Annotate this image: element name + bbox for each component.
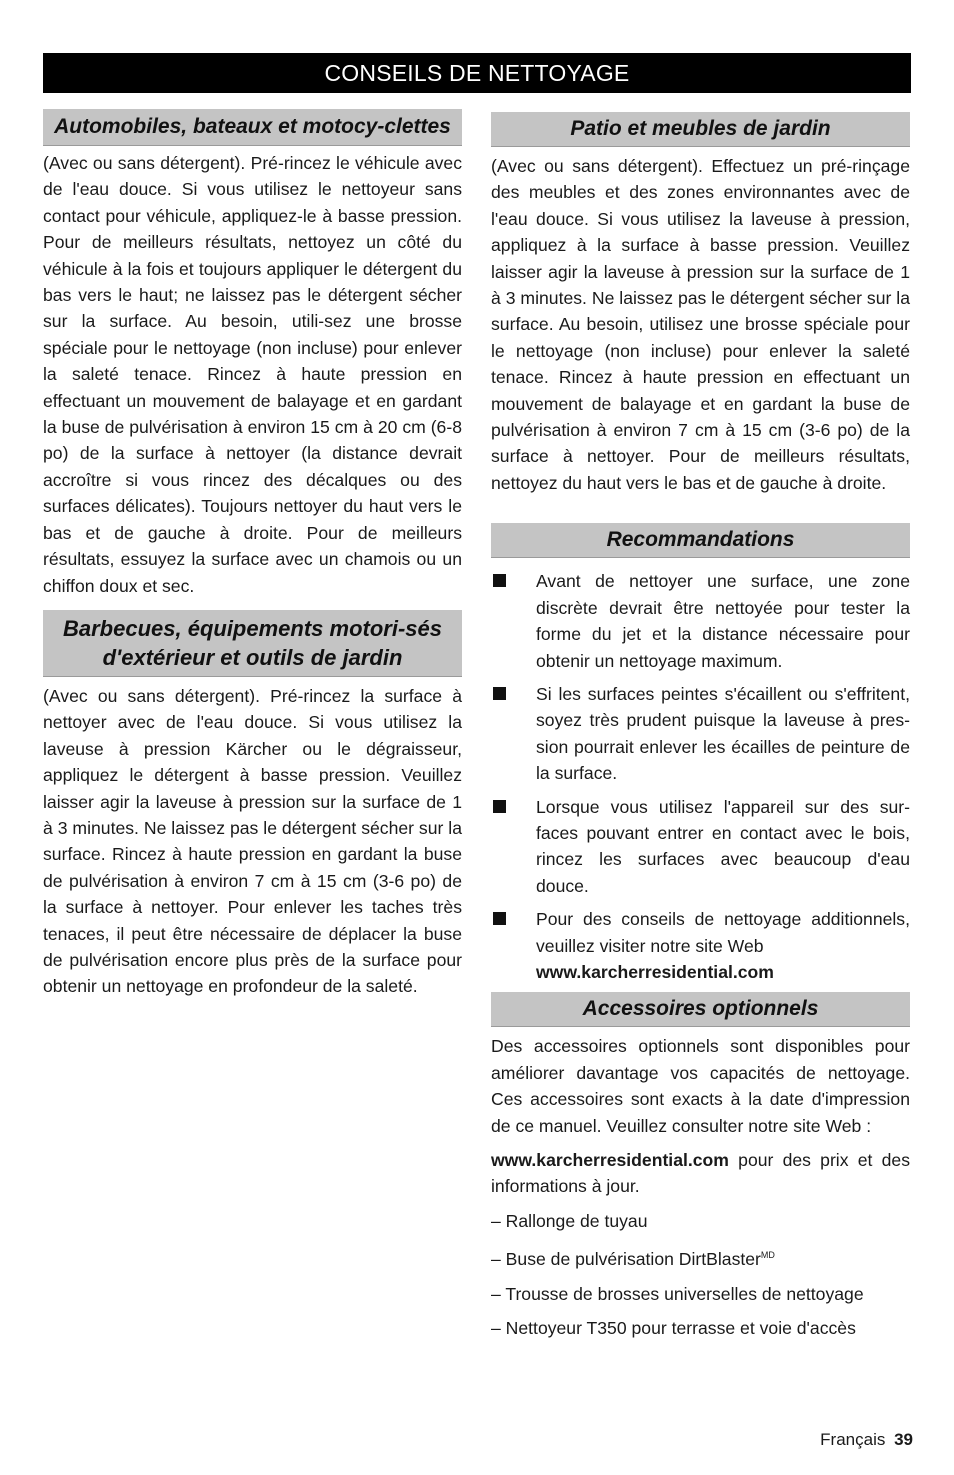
section-body-barbecues: (Avec ou sans détergent). Pré-rincez la surface à nettoyer avec de l'eau douce. Si vous utilisez la laveuse à pression Kärcher ou le dégraisseur, appliquez le détergent à basse pression. Veuillez laisser agir la laveuse à pression sur la surface de 1 à 3 minutes. Ne laissez pas le détergent sécher sur la surface. Rincez à haute pression en gardant la buse de pulvérisation à environ 7 cm à 15 cm (3-6 po) de la surface à nettoyer. Pour enlever les taches très tenaces, il peut être nécessaire de déplacer la buse de pulvérisation encore plus près de la surface pour obtenir un nettoyage en profondeur de la saleté.	[43, 685, 462, 997]
list-item: Lorsque vous utilisez l'appareil sur des sur-faces pouvant entrer en contact avec le bois, rincez les surfaces avec beaucoup d'eau douce.	[491, 794, 910, 900]
section-body-patio: (Avec ou sans détergent). Effectuez un pré-rinçage des meubles et des zones environnantes avec de l'eau douce. Si vous utilisez la laveuse à pression, appliquez à la surface à basse pression. Veuillez laisser agir la laveuse à pression sur la surface de 1 à 3 minutes. Ne laissez pas le détergent sécher sur la surface. Au besoin, utilisez une brosse spéciale pour le nettoyage (non incluse) pour enlever la saleté tenace. Rincez à haute pression en effectuant un mouvement de balayage et en gardant la buse de pulvérisation à environ 7 cm à 15 cm (3-6 po) de la surface à nettoyer. Pour de meilleurs résultats, nettoyez du haut vers le bas et de gauche à droite.	[491, 156, 910, 493]
left-column	[43, 109, 462, 1000]
footer-language: Français	[820, 1430, 886, 1449]
accessories-website-line: www.karcherresidential.com pour des prix et des informations à jour.	[491, 1150, 910, 1197]
section-heading-barbecues: Barbecues, équipements motori-sés d'extérieur et outils de jardin	[43, 610, 462, 677]
page-title: CONSEILS DE NETTOYAGE	[43, 53, 911, 93]
page-number: 39	[894, 1430, 913, 1449]
page-footer	[820, 1430, 913, 1450]
website-link[interactable]: www.karcherresidential.com	[491, 1150, 729, 1170]
list-item: Pour des conseils de nettoyage additionnels, veuillez visiter notre site Web www.karcherresidential.com	[491, 906, 910, 985]
section-heading-accessoires: Accessoires optionnels	[491, 992, 910, 1027]
square-bullet-icon	[493, 800, 506, 813]
right-column	[491, 112, 910, 1341]
recommendations-list	[491, 568, 910, 985]
square-bullet-icon	[493, 687, 506, 700]
square-bullet-icon	[493, 574, 506, 587]
accessory-item: – Buse de pulvérisation DirtBlaster$^{MD}$	[491, 1249, 775, 1270]
square-bullet-icon	[493, 912, 506, 925]
section-heading-patio: Patio et meubles de jardin	[491, 112, 910, 147]
accessories-intro: Des accessoires optionnels sont disponibles pour améliorer davantage vos capacités de nettoyage. Ces accessoires sont exacts à la date d'impression de ce manuel. Veuillez consulter notre site Web :	[491, 1036, 910, 1136]
accessory-item: – Rallonge de tuyau	[491, 1210, 648, 1231]
accessory-item: – Trousse de brosses universelles de nettoyage	[491, 1283, 864, 1304]
section-heading-recommandations: Recommandations	[491, 523, 910, 558]
website-link[interactable]: www.karcherresidential.com	[536, 961, 774, 982]
accessory-item: – Nettoyeur T350 pour terrasse et voie d'accès	[491, 1318, 856, 1339]
list-item: Si les surfaces peintes s'écaillent ou s'effritent, soyez très prudent puisque la laveuse à pres-sion pourrait enlever les écailles de peinture de la surface.	[491, 681, 910, 787]
section-heading-automobiles: Automobiles, bateaux et motocy-clettes	[43, 109, 462, 146]
section-body-automobiles: (Avec ou sans détergent). Pré-rincez le véhicule avec de l'eau douce. Si vous utilisez le nettoyeur sans contact pour véhicule, appliquez-le à basse pression. Pour de meilleurs résultats, nettoyez un côté du véhicule à la fois et toujours appliquer le détergent du bas vers le haut; ne laissez pas le détergent sécher sur la surface. Au besoin, utili-sez une brosse spéciale pour le nettoyage (non incluse) pour enlever la saleté tenace. Rincez à haute pression en effectuant un mouvement de balayage et en gardant la buse de pulvérisation à environ 15 cm à 20 cm (6-8 po) de la surface à nettoyer (la distance devrait accroître si vous rincez des décalques ou des surfaces délicates). Toujours nettoyer du haut vers le bas et de gauche à droite. Pour de meilleurs résultats, essuyez la surface avec un chamois ou un chiffon doux et sec.	[43, 153, 462, 596]
list-item: Avant de nettoyer une surface, une zone discrète devrait être nettoyée pour tester la forme du jet et la distance nécessaire pour obtenir un nettoyage maximum.	[491, 568, 910, 674]
